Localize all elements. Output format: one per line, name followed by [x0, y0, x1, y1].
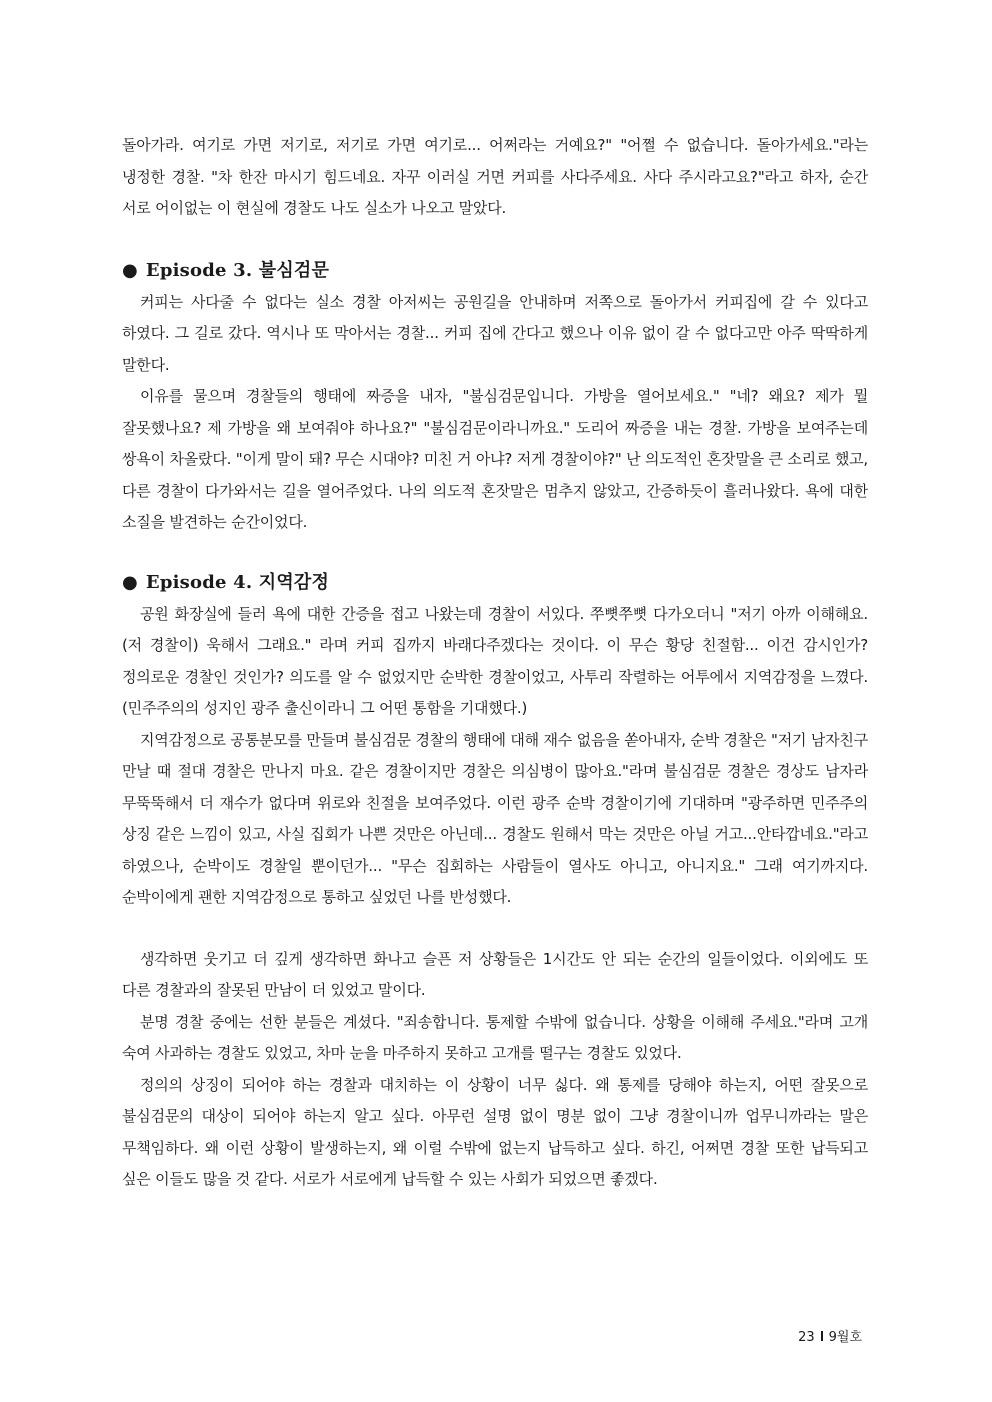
episode-3-paragraph: 커피는 사다줄 수 없다는 실소 경찰 아저씨는 공원길을 안내하며 저쪽으로 돌아가서 커피집에 갈 수 있다고 하였다. 그 길로 갔다. 역시나 또 막아서는 경찰... 커피 집에 간다고 했으나 이유 없이 갈 수 없다고만 아주 딱딱하게 말한다. — [122, 292, 868, 374]
bullet-icon: ● — [122, 259, 138, 281]
bullet-icon: ● — [122, 571, 138, 593]
intro-paragraph: 돌아가라. 여기로 가면 저기로, 저기로 가면 여기로... 어쩌라는 거예요?" "어쩔 수 없습니다. 돌아가세요."라는 냉정한 경찰. "차 한잔 마시기 힘드네요. 자꾸 이러실 거면 커피를 사다주세요. 사다 주시라고요?"라고 하자, 순간 서로 어이없는 이 현실에 경찰도 나도 실소가 나오고 말았다. — [122, 136, 868, 217]
separator-bar-icon — [821, 1331, 823, 1341]
issue-label: 9월호 — [828, 1330, 862, 1345]
episode-4-paragraph: 공원 화장실에 들러 욕에 대한 간증을 접고 나왔는데 경찰이 서있다. 쭈뼛쭈뼛 다가오더니 "저기 아까 이해해요. (저 경찰이) 욱해서 그래요." 라며 커피 집까지 바래다주겠다는 것이다. 이 무슨 황당 친절함... 이건 감시인가? 정의로운 경찰인 것인가? 의도를 알 수 없었지만 순박한 경찰이었고, 사투리 작렬하는 어투에서 지역감정을 느꼈다.(민주주의의 성지인 광주 출신이라니 그 어떤 통함을 기대했다.) — [122, 604, 868, 717]
episode-3-heading — [122, 255, 868, 287]
page-number: 23 — [798, 1330, 815, 1345]
episode-3-paragraph: 이유를 물으며 경찰들의 행태에 짜증을 내자, "불심검문입니다. 가방을 열어보세요." "네? 왜요? 제가 뭘 잘못했나요? 제 가방을 왜 보여줘야 하나요?" "불심검문이라니까요." 도리어 짜증을 내는 경찰. 가방을 보여주는데 쌍욕이 차올랐다. "이게 말이 돼? 무슨 시대야? 미친 거 아냐? 저게 경찰이야?" 난 의도적인 혼잣말을 큰 소리로 했고, 다른 경찰이 다가와서는 길을 열어주었다. 나의 의도적 혼잣말은 멈추지 않았고, 간증하듯이 흘러나왔다. 욕에 대한 소질을 발견하는 순간이었다. — [122, 387, 868, 531]
closing-paragraph: 생각하면 웃기고 더 깊게 생각하면 화나고 슬픈 저 상황들은 1시간도 안 되는 순간의 일들이었다. 이외에도 또 다른 경찰과의 잘못된 만남이 더 있었고 말이다. — [122, 949, 868, 999]
episode-4-title: Episode 4. 지역감정 — [145, 571, 330, 593]
page-footer — [0, 1326, 862, 1345]
episode-4-paragraph: 지역감정으로 공통분모를 만들며 불심검문 경찰의 행태에 대해 재수 없음을 쏟아내자, 순박 경찰은 "저기 남자친구 만날 때 절대 경찰은 만나지 마요. 같은 경찰이지만 경찰은 의심병이 많아요."라며 불심검문 경찰은 경상도 남자라 무뚝뚝해서 더 재수가 없다며 위로와 친절을 보여주었다. 이런 광주 순박 경찰이기에 기대하며 "광주하면 민주주의 상징 같은 느낌이 있고, 사실 집회가 나쁜 것만은 아닌데... 경찰도 원해서 막는 것만은 아닐 거고...안타깝네요."라고 하였으나, 순박이도 경찰일 뿐이던가... "무슨 집회하는 사람들이 열사도 아니고, 아니지요." 그래 여기까지다. 순박이에게 괜한 지역감정으로 통하고 싶었던 나를 반성했다. — [122, 730, 868, 906]
episode-3-title: Episode 3. 불심검문 — [145, 259, 330, 281]
article-body — [122, 130, 868, 1196]
closing-paragraph: 정의의 상징이 되어야 하는 경찰과 대치하는 이 상황이 너무 싫다. 왜 통제를 당해야 하는지, 어떤 잘못으로 불심검문의 대상이 되어야 하는지 알고 싶다. 아무런 설명 없이 명분 없이 그냥 경찰이니까 업무니까라는 말은 무책임하다. 왜 이런 상황이 발생하는지, 왜 이럴 수밖에 없는지 납득하고 싶다. 하긴, 어쩌면 경찰 또한 납득되고 싶은 이들도 많을 것 같다. 서로가 서로에게 납득할 수 있는 사회가 되었으면 좋겠다. — [122, 1075, 868, 1188]
episode-4-heading — [122, 567, 868, 599]
closing-paragraph: 분명 경찰 중에는 선한 분들은 계셨다. "죄송합니다. 통제할 수밖에 없습니다. 상황을 이해해 주세요."라며 고개 숙여 사과하는 경찰도 있었고, 차마 눈을 마주하지 못하고 고개를 떨구는 경찰도 있었다. — [122, 1012, 868, 1062]
